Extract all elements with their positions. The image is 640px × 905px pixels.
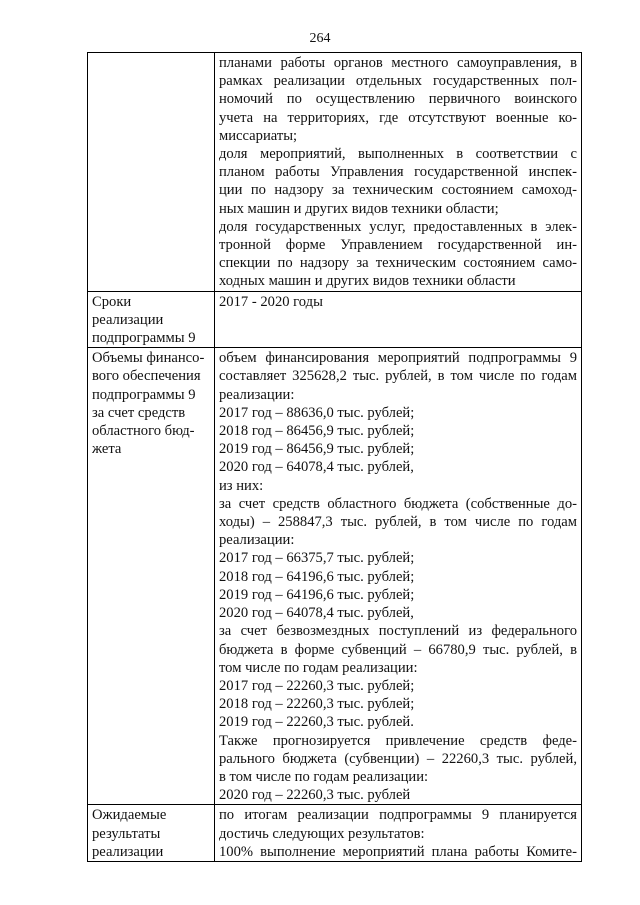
- content-line: в том числе по годам реализации:: [219, 768, 429, 785]
- table-row: [88, 53, 582, 292]
- content-line: том числе по годам реализации:: [219, 659, 418, 676]
- content-line: учета на территориях, где отсутствуют военные ко-: [219, 109, 577, 126]
- content-line: планом работы Управления государственной инспек-: [219, 164, 577, 181]
- table-row: [88, 805, 582, 862]
- content-line: 2020 год – 22260,3 тыс. рублей: [219, 787, 411, 804]
- content-line: рамках реализации отдельных государственных пол-: [219, 73, 577, 90]
- content-line: спекции по надзору за техническим состоянием само-: [219, 255, 577, 272]
- content-line: 2018 год – 86456,9 тыс. рублей;: [219, 423, 415, 440]
- content-line: 2017 год – 22260,3 тыс. рублей;: [219, 677, 415, 694]
- content-line: 2019 год – 64196,6 тыс. рублей;: [219, 586, 415, 603]
- row-label-line: областного бюд-: [92, 423, 195, 440]
- content-line: реализации:: [219, 386, 295, 403]
- content-line: за счет средств областного бюджета (собственные до-: [219, 495, 577, 512]
- content-line: 2019 год – 86456,9 тыс. рублей;: [219, 441, 415, 458]
- row-label-line: реализации: [92, 843, 164, 860]
- row-label-line: за счет средств: [92, 404, 186, 421]
- content-line: планами работы органов местного самоуправления, в: [219, 55, 577, 71]
- content-line: 2017 - 2020 годы: [219, 293, 323, 310]
- row-label-line: подпрограммы 9: [92, 330, 196, 347]
- content-line: 2018 год – 22260,3 тыс. рублей;: [219, 696, 415, 713]
- content-line: 2020 год – 64078,4 тыс. рублей,: [219, 605, 414, 622]
- content-line: по итогам реализации подпрограммы 9 планируется: [219, 807, 577, 824]
- content-line: 2019 год – 22260,3 тыс. рублей.: [219, 714, 414, 731]
- row-label-line: Объемы финансо-: [92, 350, 205, 367]
- content-line: ции по надзору за техническим состоянием самоход-: [219, 182, 577, 199]
- content-line: 2018 год – 64196,6 тыс. рублей;: [219, 568, 415, 585]
- row-content-cell: [215, 805, 582, 862]
- content-line: бюджета в форме субвенций – 66780,9 тыс. рублей, в: [219, 641, 577, 658]
- content-line: 2017 год – 88636,0 тыс. рублей;: [219, 404, 415, 421]
- content-line: 100% выполнение мероприятий плана работы Комите-: [219, 843, 577, 860]
- content-line: составляет 325628,2 тыс. рублей, в том числе по годам: [219, 368, 577, 385]
- content-line: 2017 год – 66375,7 тыс. рублей;: [219, 550, 415, 567]
- content-line: реализации:: [219, 532, 295, 549]
- row-label-line: вого обеспечения: [92, 368, 201, 385]
- subprogram-passport-table: [87, 52, 582, 862]
- row-label-cell: [88, 53, 215, 292]
- content-line: рального бюджета (субвенции) – 22260,3 тыс. рублей,: [219, 750, 577, 767]
- page-number: 264: [309, 31, 331, 46]
- content-line: миссариаты;: [219, 127, 298, 144]
- row-content-cell: [215, 291, 582, 348]
- row-content-cell: [215, 53, 582, 292]
- content-line: доля государственных услуг, предоставленных в элек-: [219, 218, 577, 235]
- content-line: доля мероприятий, выполненных в соответствии с: [219, 146, 577, 163]
- content-line: тронной форме Управлением государственной ин-: [219, 237, 577, 254]
- row-label-cell: [88, 805, 215, 862]
- row-label-line: жета: [92, 441, 122, 458]
- table-row: [88, 348, 582, 805]
- table-row: [88, 291, 582, 348]
- content-line: Также прогнозируется привлечение средств феде-: [219, 732, 577, 749]
- content-line: достичь следующих результатов:: [219, 825, 425, 842]
- row-label-line: реализации: [92, 311, 164, 328]
- row-content-cell: [215, 348, 582, 805]
- content-line: ходы) – 258847,3 тыс. рублей, в том числе по годам: [219, 514, 577, 531]
- content-line: ходных машин и других видов техники области: [219, 273, 516, 290]
- row-label-cell: [88, 348, 215, 805]
- content-line: ных машин и других видов техники области;: [219, 200, 499, 217]
- row-label-line: Сроки: [92, 293, 132, 310]
- content-line: 2020 год – 64078,4 тыс. рублей,: [219, 459, 414, 476]
- content-line: объем финансирования мероприятий подпрограммы 9: [219, 350, 577, 367]
- row-label-line: Ожидаемые: [92, 807, 167, 824]
- content-line: из них:: [219, 477, 264, 494]
- row-label-cell: [88, 291, 215, 348]
- row-label-line: результаты: [92, 825, 161, 842]
- content-line: номочий по осуществлению первичного воинского: [219, 91, 577, 108]
- content-line: за счет безвозмездных поступлений из федерального: [219, 623, 577, 640]
- row-label-line: подпрограммы 9: [92, 386, 196, 403]
